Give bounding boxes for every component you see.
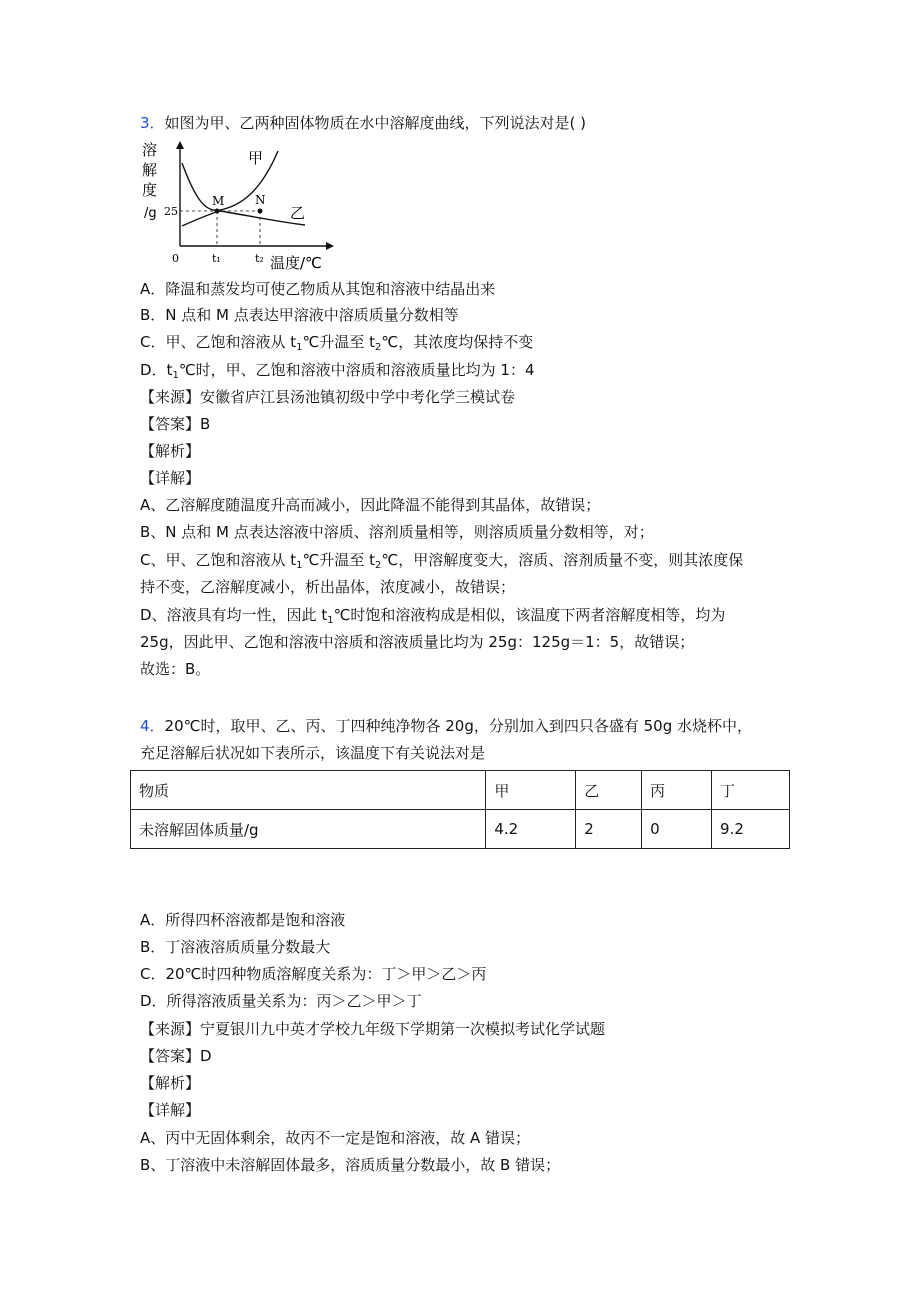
q4-option-b: B．丁溶液溶质质量分数最大 xyxy=(140,938,331,956)
q4-option-d: D．所得溶液质量关系为：丙＞乙＞甲＞丁 xyxy=(140,992,422,1010)
q3-exp-c2: 持不变，乙溶解度减小，析出晶体，浓度减小，故错误； xyxy=(140,578,516,596)
q3-option-b: B．N 点和 M 点表达甲溶液中溶质质量分数相等 xyxy=(140,306,459,324)
q4-exp-a: A、丙中无固体剩余，故丙不一定是饱和溶液，故 A 错误； xyxy=(140,1129,531,1147)
q3-analysis: 【解析】 xyxy=(140,442,201,460)
table-cell: 2 xyxy=(576,810,642,849)
label-jia: 甲 xyxy=(248,149,264,167)
q3-stem-line xyxy=(140,113,586,133)
q4-stem1: 20℃时，取甲、乙、丙、丁四种纯净物各 20g，分别加入到四只各盛有 50g 水烧杯中， xyxy=(164,717,753,735)
table-cell: 9.2 xyxy=(712,810,790,849)
x-axis-arrow xyxy=(326,242,334,250)
q3-exp-b: B、N 点和 M 点表达溶液中溶质、溶剂质量相等，则溶质质量分数相等，对； xyxy=(140,523,654,541)
q4-number: 4． xyxy=(140,717,165,735)
table-cell: 乙 xyxy=(576,771,642,810)
label-m: M xyxy=(212,194,225,208)
y-label-char-2: 解 xyxy=(142,161,158,179)
point-n xyxy=(258,209,263,214)
x-axis-label: 温度/℃ xyxy=(270,254,322,272)
point-m xyxy=(215,209,220,214)
table-cell: 4.2 xyxy=(486,810,576,849)
q4-analysis: 【解析】 xyxy=(140,1074,201,1092)
table-cell: 未溶解固体质量/g xyxy=(131,810,486,849)
q4-detail: 【详解】 xyxy=(140,1101,201,1119)
y-unit: /g xyxy=(144,206,157,221)
q3-number: 3． xyxy=(140,114,165,132)
table-cell: 物质 xyxy=(131,771,486,810)
q3-option-a: A．降温和蒸发均可使乙物质从其饱和溶液中结晶出来 xyxy=(140,280,496,298)
solubility-graph xyxy=(140,138,340,273)
origin-label: 0 xyxy=(172,252,179,265)
t1-label: t₁ xyxy=(212,252,221,265)
table-cell: 0 xyxy=(642,810,712,849)
q4-stem-line1 xyxy=(140,716,752,736)
y-axis-arrow xyxy=(176,141,184,149)
q3-exp-d1: D、溶液具有均一性，因此 $t_1℃$时饱和溶液构成是相似，该温度下两者溶解度相等，均为 xyxy=(140,606,726,626)
q4-exp-b: B、丁溶液中未溶解固体最多，溶质质量分数最小，故 B 错误； xyxy=(140,1156,561,1174)
table-cell: 甲 xyxy=(486,771,576,810)
q3-exp-a: A、乙溶解度随温度升高而减小，因此降温不能得到其晶体，故错误； xyxy=(140,496,601,514)
q3-detail: 【详解】 xyxy=(140,469,201,487)
q3-source: 【来源】安徽省庐江县汤池镇初级中学中考化学三模试卷 xyxy=(140,388,516,406)
q4-answer: 【答案】D xyxy=(140,1047,212,1065)
q4-table xyxy=(130,770,790,849)
table-cell: 丁 xyxy=(712,771,790,810)
y-label-char-1: 溶 xyxy=(142,141,158,159)
q4-stem-line2: 充足溶解后状况如下表所示，该温度下有关说法对是 xyxy=(140,744,486,762)
tick-25: 25 xyxy=(164,205,178,218)
q4-option-c: C．20℃时四种物质溶解度关系为：丁＞甲＞乙＞丙 xyxy=(140,965,487,983)
curve-yi xyxy=(182,211,305,226)
q3-exp-d2: 25g，因此甲、乙饱和溶液中溶质和溶液质量比均为 25g：125g＝1：5，故错误； xyxy=(140,633,695,651)
q3-option-c: C．甲、乙饱和溶液从 $t_1℃$升温至 $t_2℃$，其浓度均保持不变 xyxy=(140,333,534,353)
t2-label: t₂ xyxy=(255,252,264,265)
q3-stem: 如图为甲、乙两种固体物质在水中溶解度曲线，下列说法对是( ) xyxy=(164,114,587,132)
table-header-row xyxy=(131,771,790,810)
table-cell: 丙 xyxy=(642,771,712,810)
q3-choose: 故选：B。 xyxy=(140,660,211,678)
q3-answer: 【答案】B xyxy=(140,415,211,433)
q3-exp-c1: C、甲、乙饱和溶液从 $t_1℃$升温至 $t_2℃$，甲溶解度变大，溶质、溶剂质量不变，则其浓度保 xyxy=(140,551,744,571)
q3-option-d: D．$t_1℃$时，甲、乙饱和溶液中溶质和溶液质量比均为 1：4 xyxy=(140,361,535,381)
table-row xyxy=(131,810,790,849)
q4-option-a: A．所得四杯溶液都是饱和溶液 xyxy=(140,911,346,929)
y-label-char-3: 度 xyxy=(142,181,158,199)
label-yi: 乙 xyxy=(290,204,306,222)
q4-source: 【来源】宁夏银川九中英才学校九年级下学期第一次模拟考试化学试题 xyxy=(140,1020,606,1038)
label-n: N xyxy=(255,193,266,207)
